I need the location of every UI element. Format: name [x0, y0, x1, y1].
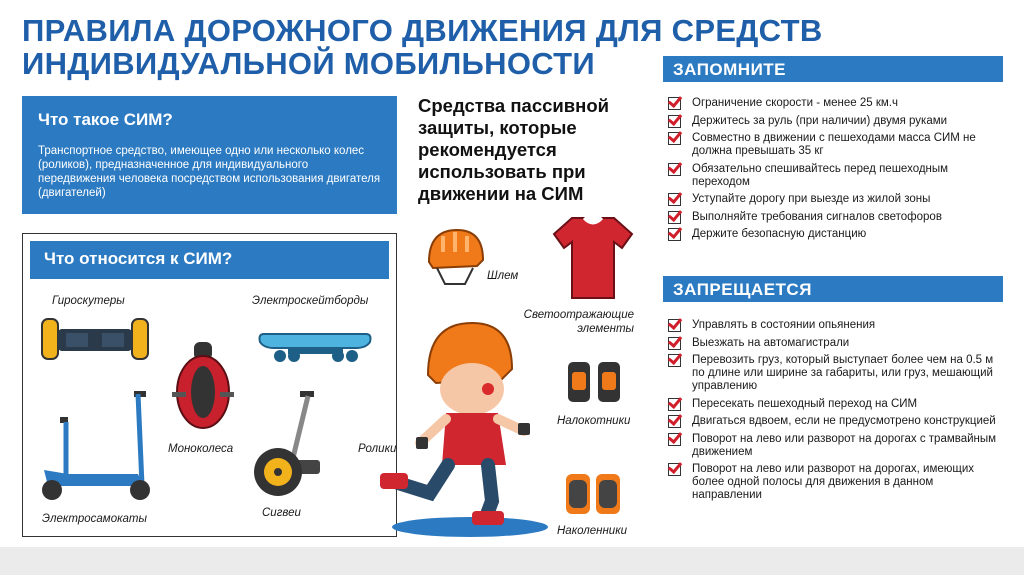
elbow-pads-icon — [566, 358, 622, 406]
remember-header: ЗАПОМНИТЕ — [663, 56, 1003, 82]
label-helmet: Шлем — [487, 270, 519, 282]
list-item: Поворот на лево или разворот на дорогах с трамвайным движением — [668, 433, 1003, 459]
label-knee-pads: Наколенники — [557, 525, 628, 537]
electric-skateboard-icon — [258, 322, 373, 367]
forbidden-list — [668, 319, 1003, 507]
checkbox-checked-icon — [668, 398, 681, 411]
forbidden-header: ЗАПРЕЩАЕТСЯ — [663, 276, 1003, 302]
checkbox-checked-icon — [668, 415, 681, 428]
list-item: Уступайте дорогу при выезде из жилой зоны — [668, 193, 1003, 206]
checkbox-checked-icon — [668, 193, 681, 206]
reflective-shirt-icon — [552, 214, 634, 300]
segway-icon — [252, 390, 332, 500]
checkbox-checked-icon — [668, 463, 681, 476]
sim-definition-heading: Что такое СИМ? — [38, 110, 173, 129]
list-item: Перевозить груз, который выступает более чем на 0.5 м по длине или ширине за габариты, или груз, мешающий управлению — [668, 354, 1003, 393]
checkbox-checked-icon — [668, 132, 681, 145]
remember-list — [668, 97, 1003, 246]
list-item: Держитесь за руль (при наличии) двумя руками — [668, 115, 1003, 128]
child-on-rollers-illustration — [376, 305, 556, 545]
list-item: Совместно в движении с пешеходами масса СИМ не должна превышать 35 кг — [668, 132, 1003, 158]
passive-protection-heading: Средства пассивной защиты, которые рекомендуется использовать при движении на СИМ — [418, 95, 609, 204]
sim-definition-text: Транспортное средство, имеющее одно или несколько колес (роликов), предназначенное для индивидуального передвижения человека посредством использования двигателя (двигателей) — [38, 145, 381, 199]
list-item: Ограничение скорости - менее 25 км.ч — [668, 97, 1003, 110]
checkbox-checked-icon — [668, 228, 681, 241]
list-item: Поворот на лево или разворот на дорогах, имеющих более одной полосы для движения в данном направлении — [668, 463, 1003, 502]
label-reflective-elements: Светоотражающие элементы — [523, 309, 634, 335]
sim-types-heading: Что относится к СИМ? — [44, 249, 233, 268]
checkbox-checked-icon — [668, 163, 681, 176]
checkbox-checked-icon — [668, 97, 681, 110]
label-elbow-pads: Налокотники — [557, 415, 631, 427]
monowheel-icon — [168, 340, 238, 435]
list-item: Управлять в состоянии опьянения — [668, 319, 1003, 332]
label-electric-skateboard: Электроскейтборды — [252, 295, 369, 307]
list-item: Держите безопасную дистанцию — [668, 228, 1003, 241]
list-item: Выполняйте требования сигналов светофоров — [668, 211, 1003, 224]
checkbox-checked-icon — [668, 433, 681, 446]
label-gyroscooter: Гироскутеры — [52, 295, 125, 307]
list-item: Пересекать пешеходный переход на СИМ — [668, 398, 1003, 411]
electric-scooter-icon — [38, 390, 158, 505]
checkbox-checked-icon — [668, 115, 681, 128]
helmet-icon — [425, 226, 487, 288]
knee-pads-icon — [562, 470, 624, 520]
bottom-strip — [0, 547, 1024, 575]
page-title-line2: ИНДИВИДУАЛЬНОЙ МОБИЛЬНОСТИ — [22, 46, 595, 81]
gyroscooter-icon — [40, 315, 150, 365]
list-item: Выезжать на автомагистрали — [668, 337, 1003, 350]
sim-definition-panel — [22, 96, 397, 214]
label-electric-scooter: Электросамокаты — [42, 513, 147, 525]
checkbox-checked-icon — [668, 211, 681, 224]
label-rollers: Ролики — [358, 443, 397, 455]
checkbox-checked-icon — [668, 354, 681, 367]
checkbox-checked-icon — [668, 337, 681, 350]
list-item: Обязательно спешивайтесь перед пешеходным переходом — [668, 163, 1003, 189]
sim-types-header — [30, 241, 389, 279]
label-segway: Сигвеи — [262, 507, 301, 519]
list-item: Двигаться вдвоем, если не предусмотрено конструкцией — [668, 415, 1003, 428]
checkbox-checked-icon — [668, 319, 681, 332]
label-monowheel: Моноколеса — [168, 443, 234, 455]
page-title-line1: ПРАВИЛА ДОРОЖНОГО ДВИЖЕНИЯ ДЛЯ СРЕДСТВ — [22, 13, 823, 48]
